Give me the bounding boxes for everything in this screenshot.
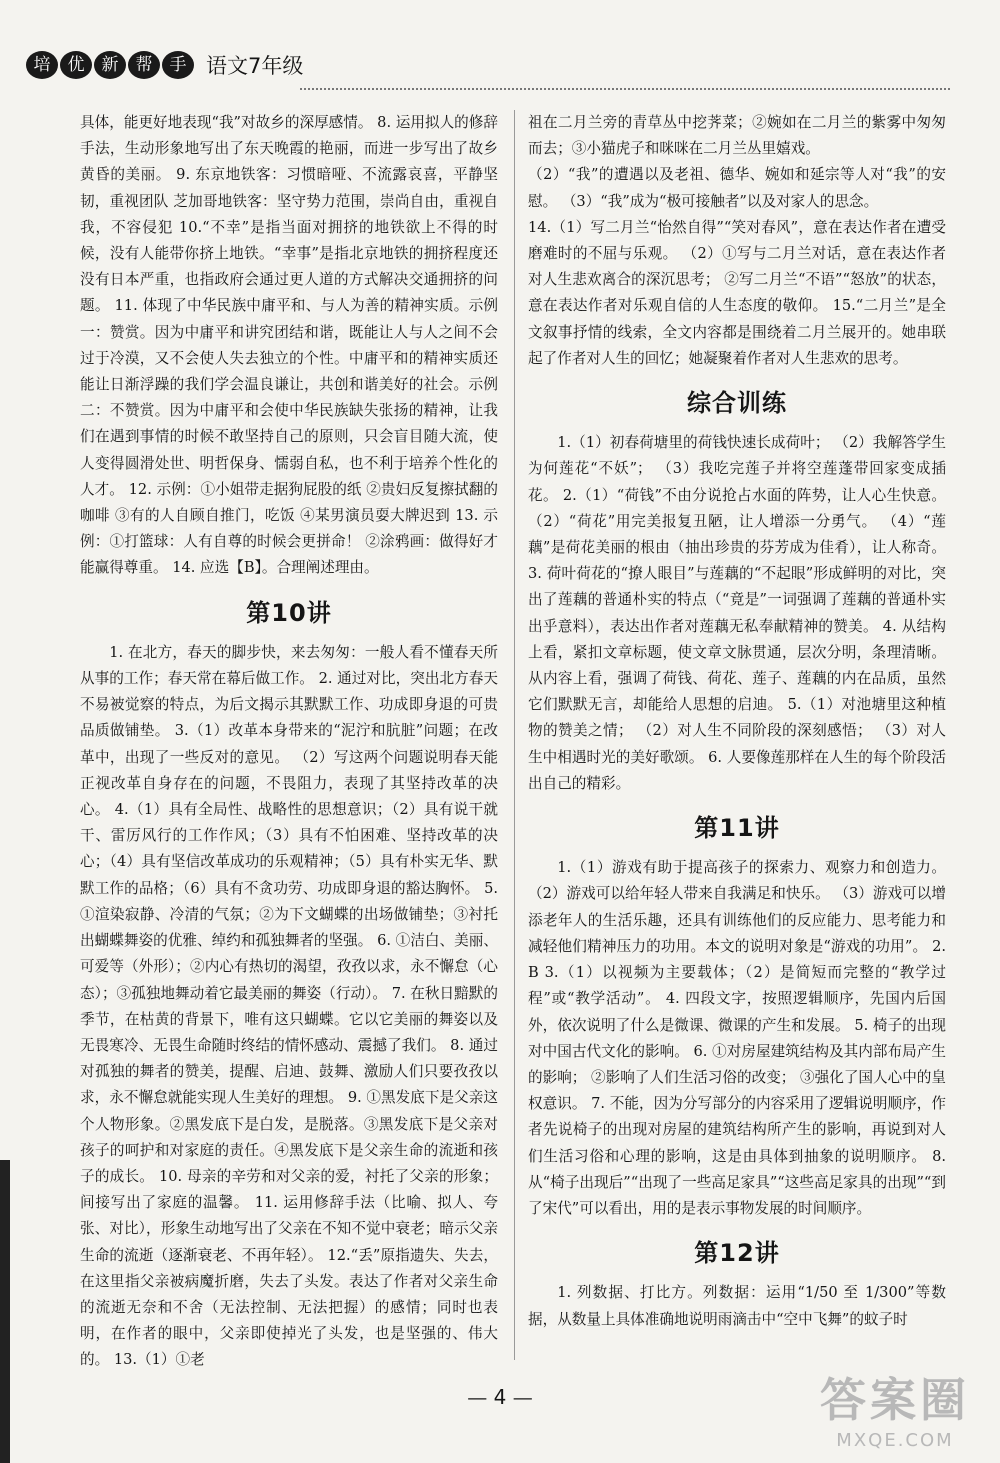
answer-block: 1. 在北方，春天的脚步快，来去匆匆：一般人看不懂春天所从事的工作；春天常在幕后做工作。 2. 通过对比，突出北方春天不易被觉察的特点，为后文揭示其默默工作、功成即身退的可贵品质做铺垫。 3.（1）改革本身带来的“泥泞和肮脏”问题；在改革中，出现了一些反对的意见。 （2）写这两个问题说明春天能正视改革自身存在的问题，不畏阻力，表现了其坚持改革的决心。 4.（1）具有全局性、战略性的思想意识；（2）具有说干就干、雷厉风行的工作作风；（3）具有不怕困难、坚持改革的决心；（4）具有坚信改革成功的乐观精神；（5）具有朴实无华、默默工作的品格；（6）具有不贪功劳、功成即身退的豁达胸怀。 5. ①渲染寂静、冷清的气氛；②为下文蝴蝶的出场做铺垫；③衬托出蝴蝶舞姿的优雅、绰约和孤独舞者的坚强。 6. ①洁白、美丽、可爱等（外形）；②内心有热切的渴望，孜孜以求，永不懈怠（心态）；③孤独地舞动着它最美丽的舞姿（行动）。 7. 在秋日黯默的季节，在枯黄的背景下，唯有这只蝴蝶。它以它美丽的舞姿以及无畏寒冷、无畏生命随时终结的情怀感动、震撼了我们。 8. 通过对孤独的舞者的赞美，提醒、启迪、鼓舞、激励人们只要孜孜以求，永不懈怠就能实现人生美好的理想。 9. ①黑发底下是父亲这个人物形象。②黑发底下是白发，是脱落。③黑发底下是父亲对孩子的呵护和对家庭的责任。④黑发底下是父亲生命的流逝和孩子的成长。 10. 母亲的辛劳和对父亲的爱，衬托了父亲的形象；间接写出了家庭的温馨。 11. 运用修辞手法（比喻、拟人、夸张、对比），形象生动地写出了父亲在不知不觉中衰老；暗示父亲生命的流逝（逐渐衰老、不再年轻）。 12.“丢”原指遗失、失去，在这里指父亲被病魔折磨，失去了头发。表达了作者对父亲生命的流逝无奈和不舍（无法控制、无法把握）的感情；同时也表明，在作者的眼中，父亲即使掉光了头发，也是坚强的、伟大的。 13.（1）①老 — [80, 643, 498, 1369]
section-heading: 综合训练 — [687, 389, 787, 418]
answer-block: 祖在二月兰旁的青草丛中挖荠菜；②婉如在二月兰的紫雾中匆匆而去；③小猫虎子和咪咪在二月兰丛里嬉戏。 — [528, 114, 946, 158]
watermark-text: 答案圈 — [820, 1373, 970, 1427]
section-heading: 第11讲 — [694, 814, 780, 843]
answer-block: 具体，能更好地表现“我”对故乡的深厚感情。 8. 运用拟人的修辞手法，生动形象地写出了东天晚霞的艳丽，而进一步写出了故乡黄昏的美丽。 9. 东京地铁客：习惯暗哑、不流露哀喜，平静坚韧，重视团队 芝加哥地铁客：坚守势力范围，崇尚自由，重视自我，不容侵犯 10.“不幸”是指当面对拥挤的地铁欲上不得的时候，没有人能带你挤上地铁。“幸事”是指北京地铁的拥挤程度还没有日本严重，也指政府会通过更人道的方式解决交通拥挤的问题。 11. 体现了中华民族中庸平和、与人为善的精神实质。示例一：赞赏。因为中庸平和讲究团结和谐，既能让人与人之间不会过于冷漠，又不会使人失去独立的个性。中庸平和的精神实质还能让日渐浮躁的我们学会温良谦让，共创和谐美好的社会。示例二：不赞赏。因为中庸平和会使中华民族缺失张扬的精神，让我们在遇到事情的时候不敢坚持自己的原则，只会盲目随大流，使人变得圆滑处世、明哲保身、懦弱自私，也不利于培养个性化的人才。 12. 示例：①小姐带走据狗屁股的纸 ②贵妇反复擦拭翻的咖啡 ③有的人自顾自推门，吃饭 ④某男演员耍大牌迟到 13. 示例：①打篮球：人有自尊的时候会更拼命！ ②涂鸦画：做得好才能赢得尊重。 14. 应选【B】。合理阐述理由。 — [80, 114, 498, 577]
answer-block: 1.（1）游戏有助于提高孩子的探索力、观察力和创造力。（2）游戏可以给年轻人带来自我满足和快乐。 （3）游戏可以增添老年人的生活乐趣，还具有训练他们的反应能力、思考能力和减轻他们精神压力的功用。本文的说明对象是“游戏的功用”。 2. B 3.（1）以视频为主要载体；（2）是简短而完整的“教学过程”或“教学活动”。 4. 四段文字，按照逻辑顺序，先国内后国外，依次说明了什么是微课、微课的产生和发展。 5. 椅子的出现对中国古代文化的影响。 6. ①对房屋建筑结构及其内部布局产生的影响； ②影响了人们生活习俗的改变； ③强化了国人心中的皇权意识。 7. 不能，因为分写部分的内容采用了逻辑说明顺序，作者先说椅子的出现对房屋的建筑结构所产生的影响，再说到对人们生活习俗和心理的影响，这是由具体到抽象的说明顺序。 8. 从“椅子出现后”“出现了一些高足家具”“这些高足家具的出现”“到了宋代”可以看出，用的是表示事物发展的时间顺序。 — [528, 859, 946, 1217]
watermark-logo — [820, 1364, 970, 1451]
answer-block: 1.（1）初春荷塘里的荷钱快速长成荷叶； （2）我解答学生为何莲花“不妖”； （3）我吃完莲子并将空莲蓬带回家变成插花。 2.（1）“荷钱”不由分说抢占水面的阵势，让人心生快意。 （2）“荷花”用完美报复丑陋，让人增添一分勇气。 （4）“莲藕”是荷花美丽的根由（抽出珍贵的芬芳成为佳肴），让人称奇。 3. 荷叶荷花的“撩人眼目”与莲藕的“不起眼”形成鲜明的对比，突出了莲藕的普通朴实的特点（“竟是”一词强调了莲藕的普通朴实出乎意料），表达出作者对莲藕无私奉献精神的赞美。 4. 从结构上看，紧扣文章标题，使文章文脉贯通，层次分明，条理清晰。从内容上看，强调了荷钱、荷花、莲子、莲藕的内在品质，虽然它们默默无言，却能给人思想的启迪。 5.（1）对池塘里这种植物的赞美之情； （2）对人生不同阶段的深刻感悟； （3）对人生中相遇时光的美好歌颂。 6. 人要像莲那样在人生的每个阶段活出自己的精彩。 — [528, 434, 946, 792]
answer-block: （2）“我”的遭遇以及老祖、德华、婉如和延宗等人对“我”的安慰。 （3）“我”成为“极可接触者”以及对家人的思念。 — [528, 166, 946, 210]
left-column — [80, 110, 498, 1374]
right-column — [528, 110, 946, 1333]
logo-char: 新 — [94, 51, 126, 79]
series-logo — [26, 51, 194, 79]
scan-edge-shadow — [0, 1160, 10, 1463]
watermark-url: MXQE.COM — [836, 1430, 954, 1451]
header-rule — [300, 88, 950, 90]
subject-title: 语文7年级 — [206, 54, 304, 78]
page-header — [26, 50, 303, 80]
logo-char: 帮 — [128, 51, 160, 79]
logo-char: 手 — [162, 51, 194, 79]
section-heading: 第10讲 — [246, 598, 332, 627]
logo-char: 优 — [60, 51, 92, 79]
page-number: — 4 — — [467, 1385, 533, 1409]
answer-block: 1. 列数据、打比方。列数据：运用“1/50 至 1/300”等数据，从数量上具体准确地说明雨滴击中“空中飞舞”的蚊子时 — [528, 1284, 946, 1328]
column-divider — [514, 110, 515, 1360]
answer-block: 14.（1）写二月兰“怡然自得”“笑对春风”，意在表达作者在遭受磨难时的不屈与乐观。 （2）①写与二月兰对话，意在表达作者对人生悲欢离合的深沉思考； ②写二月兰“不语”“怒放”的状态，意在表达作者对乐观自信的人生态度的敬仰。 15.“二月兰”是全文叙事抒情的线索，全文内容都是围绕着二月兰展开的。她串联起了作者对人生的回忆；她凝聚着作者对人生悲欢的思考。 — [528, 218, 946, 367]
section-heading: 第12讲 — [694, 1239, 780, 1268]
logo-char: 培 — [26, 51, 58, 79]
